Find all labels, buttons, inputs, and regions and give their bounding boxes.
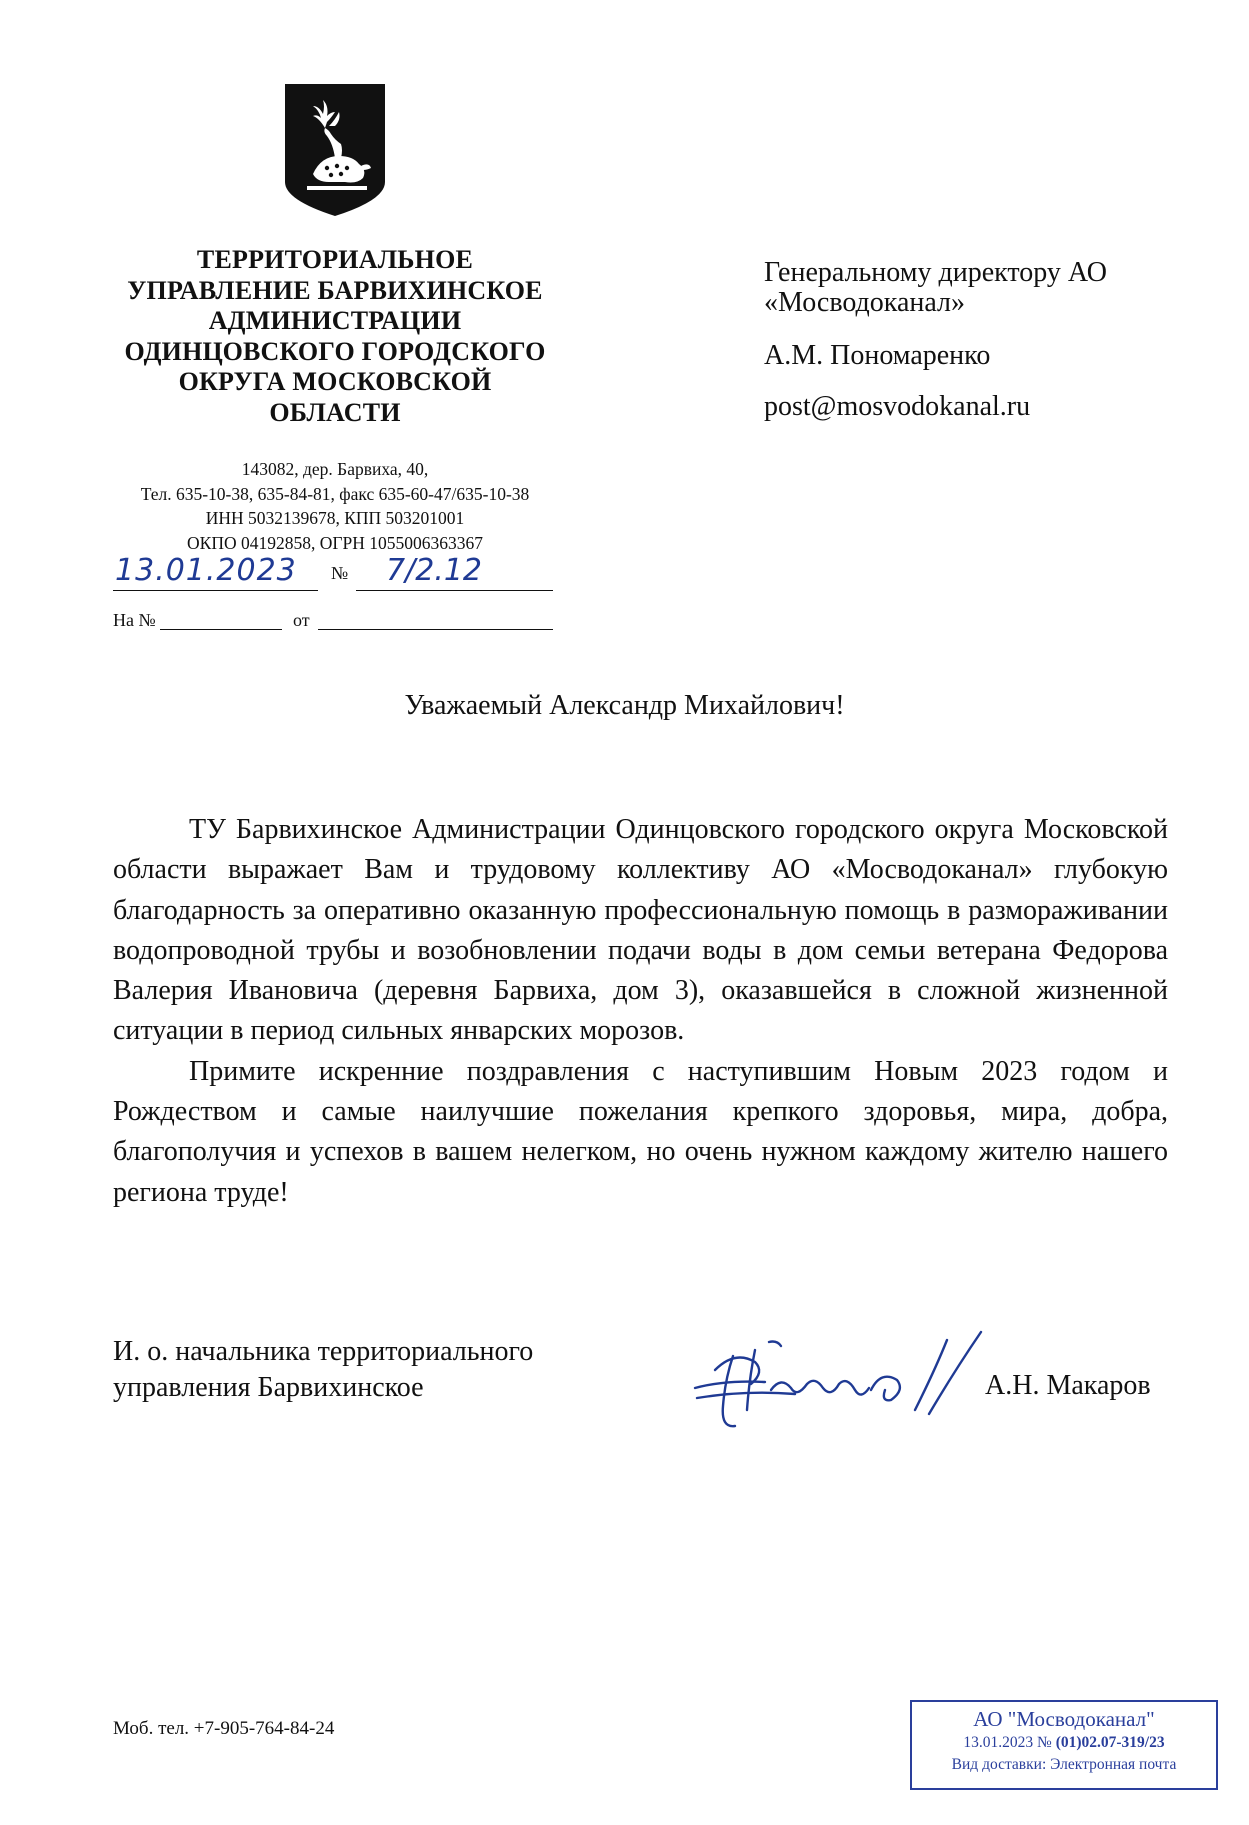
organization-header bbox=[110, 245, 560, 428]
stamp-delivery-type: Вид доставки: Электронная почта bbox=[951, 1756, 1177, 1773]
incoming-number-blank bbox=[160, 629, 282, 630]
stamp-title: АО "Мосводоканал" bbox=[973, 1707, 1155, 1731]
organization-details bbox=[105, 457, 565, 555]
org-address: 143082, дер. Барвиха, 40, bbox=[241, 459, 429, 479]
stamp-reg-date: 13.01.2023 № bbox=[963, 1734, 1052, 1751]
org-phones: Тел. 635-10-38, 635-84-81, факс 635-60-47/635-10-38 bbox=[140, 483, 530, 504]
org-name-line-3: АДМИНИСТРАЦИИ bbox=[208, 306, 462, 335]
salutation: Уважаемый Александр Михайлович! bbox=[404, 690, 845, 721]
incoming-reference bbox=[113, 610, 553, 636]
outgoing-date-handwritten: 13.01.2023 bbox=[113, 553, 318, 591]
outgoing-registration bbox=[113, 553, 553, 593]
addressee-block bbox=[764, 258, 1184, 423]
incoming-from-label: от bbox=[293, 610, 310, 630]
org-name-line-2: УПРАВЛЕНИЕ БАРВИХИНСКОЕ bbox=[127, 275, 543, 305]
handwritten-signature bbox=[685, 1310, 1005, 1450]
signer-position-line-1: И. о. начальника территориального bbox=[113, 1336, 534, 1367]
addressee-email: post@mosvodokanal.ru bbox=[764, 391, 1031, 422]
mobile-phone: Моб. тел. +7-905-764-84-24 bbox=[113, 1718, 335, 1739]
body-paragraph: Примите искренние поздравления с наступившим Новым 2023 годом и Рождеством и самые наилучшие пожелания крепкого здоровья, мира, добра, благополучия и успехов в вашем нелегком, но очень нужном каждому жителю нашего региона труде! bbox=[113, 1055, 1168, 1208]
org-okpo-ogrn: ОКПО 04192858, ОГРН 1055006363367 bbox=[187, 532, 483, 553]
addressee-title: Генеральному директору АО «Мосводоканал» bbox=[764, 257, 1107, 318]
stamp-registration bbox=[912, 1732, 1216, 1754]
signer-name: А.Н. Макаров bbox=[985, 1370, 1151, 1401]
registration-stamp bbox=[910, 1700, 1218, 1790]
stamp-reg-number: (01)02.07-319/23 bbox=[1055, 1734, 1165, 1751]
outgoing-number-handwritten: 7/2.12 bbox=[356, 553, 553, 591]
signer-position-line-2: управления Барвихинское bbox=[113, 1372, 424, 1403]
org-name-line-5: ОКРУГА МОСКОВСКОЙ bbox=[178, 367, 492, 396]
signer-position bbox=[113, 1334, 613, 1406]
coat-of-arms-emblem bbox=[283, 82, 387, 218]
org-name-line-4: ОДИНЦОВСКОГО ГОРОДСКОГО bbox=[124, 336, 546, 366]
incoming-from-blank bbox=[318, 629, 553, 630]
org-inn-kpp: ИНН 5032139678, КПП 503201001 bbox=[205, 508, 465, 528]
addressee-name: А.М. Пономаренко bbox=[764, 340, 991, 371]
org-name-line-1: ТЕРРИТОРИАЛЬНОЕ bbox=[196, 245, 474, 274]
incoming-number-label: На № bbox=[113, 610, 156, 630]
outgoing-number-label: № bbox=[331, 563, 349, 583]
org-name-line-6: ОБЛАСТИ bbox=[269, 397, 401, 427]
letter-body bbox=[113, 810, 1168, 1213]
body-paragraph: ТУ Барвихинское Администрации Одинцовского городского округа Московской области выражает Вам и трудовому коллективу АО «Мосводоканал» глубокую благодарность за оперативно оказанную профессиональную помощь в размораживании водопроводной трубы и возобновлении подачи воды в дом семьи ветерана Федорова Валерия Ивановича (деревня Барвиха, дом 3), оказавшейся в сложной жизненной ситуации в период сильных январских морозов. bbox=[113, 814, 1168, 1047]
